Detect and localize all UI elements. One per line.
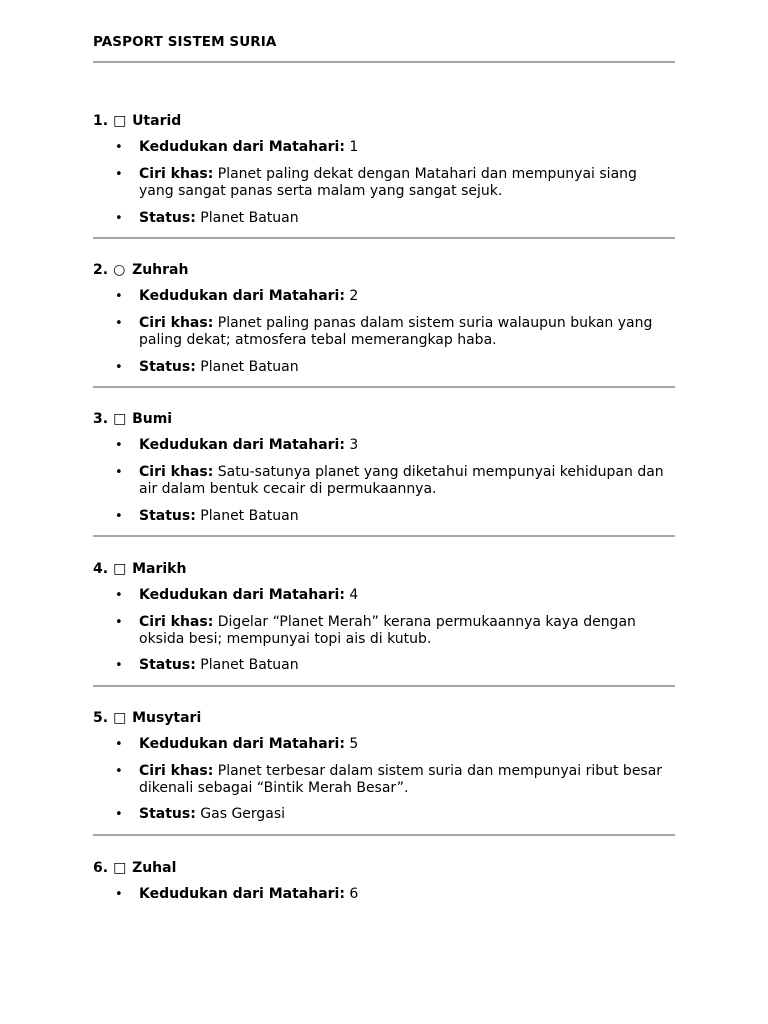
bullet-icon: • — [115, 465, 123, 480]
planet-name: Bumi — [132, 411, 173, 427]
position-label: Kedudukan dari Matahari: — [139, 288, 345, 304]
planet-name: Zuhal — [132, 860, 177, 876]
planet-number: 3. — [93, 411, 109, 427]
status-label: Status: — [139, 210, 196, 226]
trait-label: Ciri khas: — [139, 763, 214, 779]
planet-heading — [93, 859, 176, 877]
section-divider — [93, 237, 675, 239]
bullet-icon: • — [115, 615, 123, 630]
planet-heading — [93, 261, 188, 279]
bullet-icon: • — [115, 289, 123, 304]
trait-label: Ciri khas: — [139, 614, 214, 630]
position-value: 2 — [349, 288, 359, 304]
document-title: PASPORT SISTEM SURIA — [93, 34, 277, 50]
position-value: 4 — [349, 587, 359, 603]
circle-icon: ○ — [113, 262, 126, 278]
missing-glyph-icon: □ — [113, 113, 127, 129]
status-label: Status: — [139, 359, 196, 375]
planet-number: 4. — [93, 561, 109, 577]
bullet-icon: • — [115, 807, 123, 822]
section-divider — [93, 535, 675, 537]
position-label: Kedudukan dari Matahari: — [139, 736, 345, 752]
section-divider — [93, 834, 675, 836]
planet-heading — [93, 560, 186, 578]
position-value: 5 — [349, 736, 359, 752]
section-divider — [93, 386, 675, 388]
missing-glyph-icon: □ — [113, 561, 127, 577]
position-label: Kedudukan dari Matahari: — [139, 437, 345, 453]
trait-label: Ciri khas: — [139, 166, 214, 182]
bullet-icon: • — [115, 140, 123, 155]
title-divider — [93, 61, 675, 63]
missing-glyph-icon: □ — [113, 860, 127, 876]
planet-name: Marikh — [132, 561, 187, 577]
planet-number: 1. — [93, 113, 109, 129]
missing-glyph-icon: □ — [113, 411, 127, 427]
position-value: 3 — [349, 437, 359, 453]
status-value: Gas Gergasi — [200, 806, 286, 822]
bullet-icon: • — [115, 887, 123, 902]
bullet-icon: • — [115, 658, 123, 673]
trait-value: Planet terbesar dalam sistem suria dan mempunyai ribut besar dikenali sebagai “Bintik Merah Besar”. — [139, 763, 663, 796]
planet-name: Utarid — [132, 113, 182, 129]
trait-value: Satu-satunya planet yang diketahui mempunyai kehidupan dan air dalam bentuk cecair di permukaannya. — [139, 464, 664, 497]
position-label: Kedudukan dari Matahari: — [139, 139, 345, 155]
planet-name: Musytari — [132, 710, 202, 726]
bullet-icon: • — [115, 360, 123, 375]
status-label: Status: — [139, 806, 196, 822]
bullet-icon: • — [115, 316, 123, 331]
bullet-icon: • — [115, 737, 123, 752]
bullet-icon: • — [115, 588, 123, 603]
missing-glyph-icon: □ — [113, 710, 127, 726]
bullet-icon: • — [115, 167, 123, 182]
status-value: Planet Batuan — [200, 508, 299, 524]
position-value: 1 — [349, 139, 359, 155]
trait-label: Ciri khas: — [139, 315, 214, 331]
bullet-icon: • — [115, 211, 123, 226]
planet-heading — [93, 112, 181, 130]
planet-heading — [93, 410, 172, 428]
status-label: Status: — [139, 657, 196, 673]
position-label: Kedudukan dari Matahari: — [139, 886, 345, 902]
section-divider — [93, 685, 675, 687]
planet-number: 6. — [93, 860, 109, 876]
bullet-icon: • — [115, 509, 123, 524]
status-value: Planet Batuan — [200, 657, 299, 673]
planet-number: 5. — [93, 710, 109, 726]
planet-name: Zuhrah — [132, 262, 189, 278]
trait-value: Digelar “Planet Merah” kerana permukaannya kaya dengan oksida besi; mempunyai topi ais di kutub. — [139, 614, 636, 647]
bullet-icon: • — [115, 764, 123, 779]
position-label: Kedudukan dari Matahari: — [139, 587, 345, 603]
planet-number: 2. — [93, 262, 109, 278]
position-value: 6 — [349, 886, 359, 902]
bullet-icon: • — [115, 438, 123, 453]
trait-value: Planet paling panas dalam sistem suria walaupun bukan yang paling dekat; atmosfera tebal memerangkap haba. — [139, 315, 653, 348]
status-label: Status: — [139, 508, 196, 524]
trait-label: Ciri khas: — [139, 464, 214, 480]
status-value: Planet Batuan — [200, 210, 299, 226]
planet-heading — [93, 709, 201, 727]
status-value: Planet Batuan — [200, 359, 299, 375]
trait-value: Planet paling dekat dengan Matahari dan mempunyai siang yang sangat panas serta malam yang sangat sejuk. — [139, 166, 637, 199]
